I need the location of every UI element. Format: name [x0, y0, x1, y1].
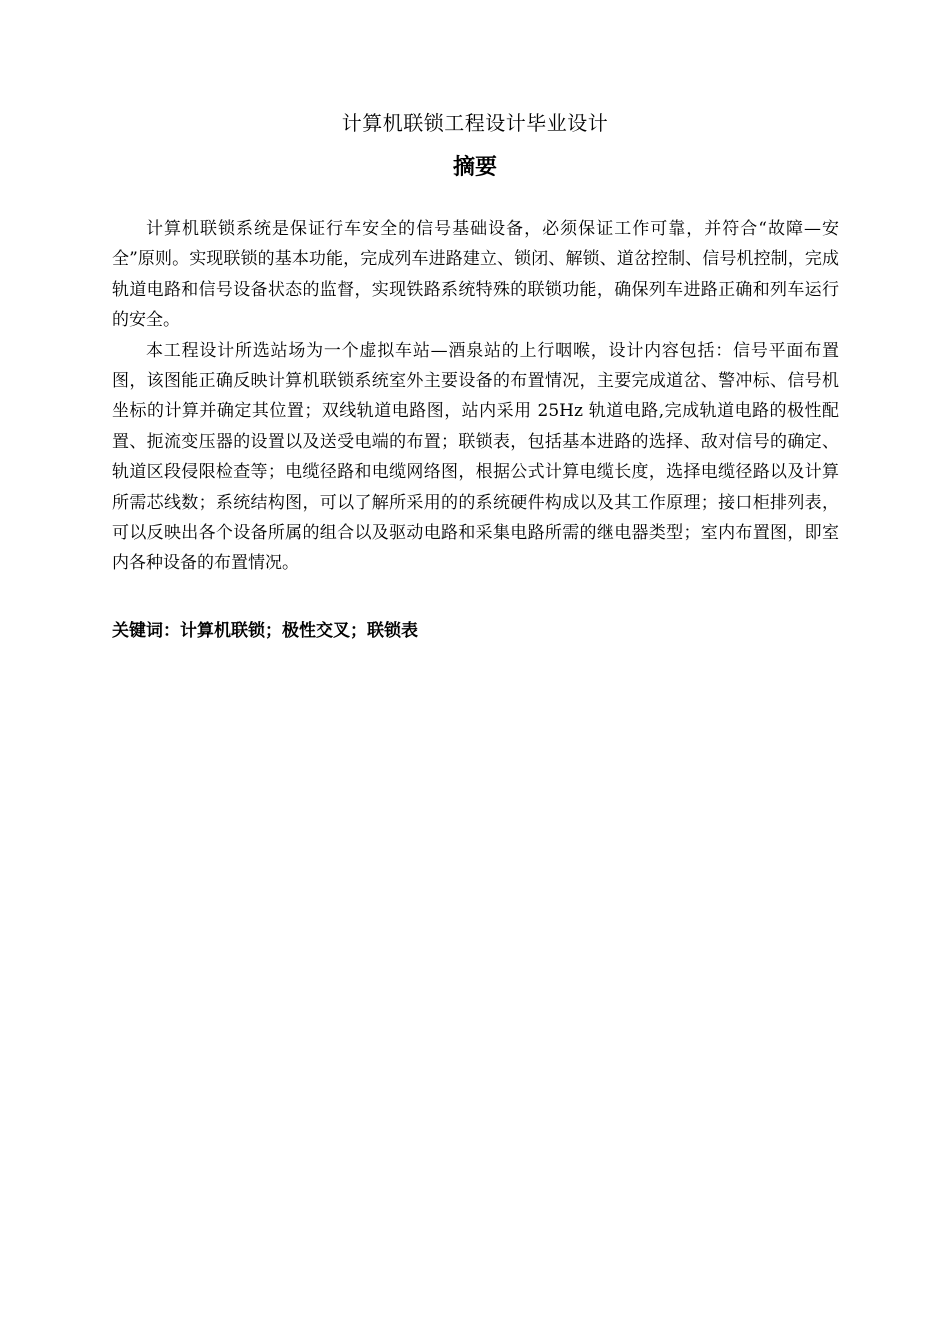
keywords-line: 关键词：计算机联锁；极性交叉；联锁表 [112, 621, 418, 641]
abstract-body [112, 214, 839, 579]
abstract-paragraph-1: 计算机联锁系统是保证行车安全的信号基础设备，必须保证工作可靠，并符合“故障—安全”原则。实现联锁的基本功能，完成列车进路建立、锁闭、解锁、道岔控制、信号机控制，完成轨道电路和信号设备状态的监督，实现铁路系统特殊的联锁功能，确保列车进路正确和列车运行的安全。 [112, 219, 839, 331]
abstract-paragraph-2: 本工程设计所选站场为一个虚拟车站—酒泉站的上行咽喉，设计内容包括：信号平面布置图，该图能正确反映计算机联锁系统室外主要设备的布置情况，主要完成道岔、警冲标、信号机坐标的计算并确定其位置；双线轨道电路图，站内采用 25Hz 轨道电路,完成轨道电路的极性配置、扼流变压器的设置以及送受电端的布置；联锁表，包括基本进路的选择、敌对信号的确定、轨道区段侵限检查等；电缆径路和电缆网络图，根据公式计算电缆长度，选择电缆径路以及计算所需芯线数；系统结构图，可以了解所采用的的系统硬件构成以及其工作原理；接口柜排列表，可以反映出各个设备所属的组合以及驱动电路和采集电路所需的继电器类型；室内布置图，即室内各种设备的布置情况。 [112, 340, 839, 574]
document-title: 计算机联锁工程设计毕业设计 [341, 111, 609, 135]
abstract-heading: 摘要 [452, 155, 497, 180]
